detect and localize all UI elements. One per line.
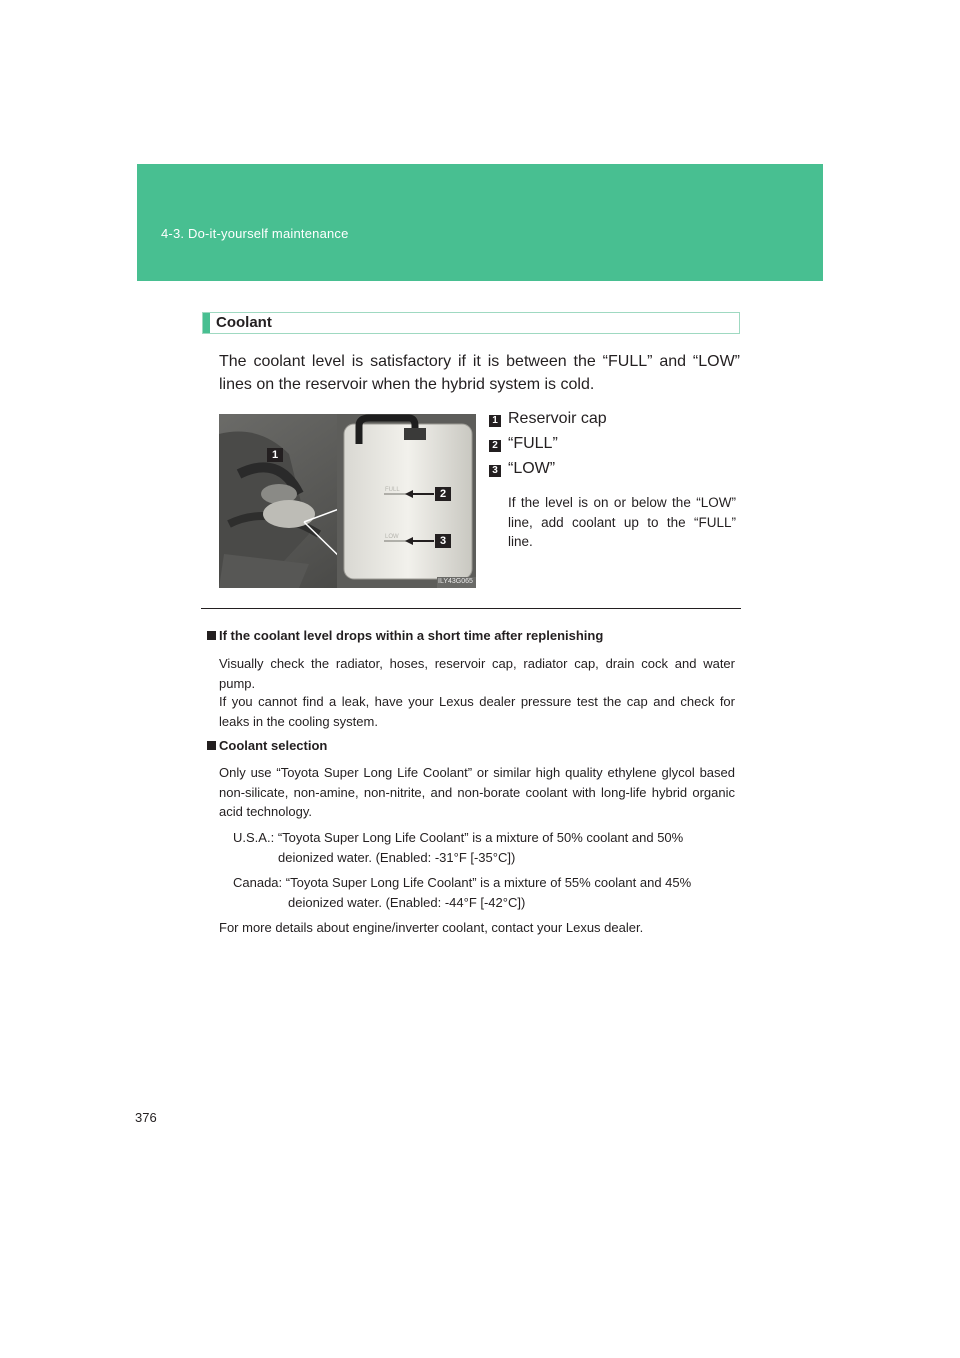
intro-paragraph: The coolant level is satisfactory if it is between the “FULL” and “LOW” lines on the reservoir when the hybrid system is cold. [219,353,740,393]
callout-number: 2 [489,440,501,452]
bullet-square-icon [207,741,216,750]
callout-note: If the level is on or below the “LOW” line, add coolant up to the “FULL” line. [508,495,736,549]
bullet-square-icon [207,631,216,640]
paragraph: If you cannot find a leak, have your Lexus dealer pressure test the cap and check for leaks in the cooling system. [219,694,735,729]
section-label: 4-3. Do-it-yourself maintenance [161,226,349,241]
paragraph: Visually check the radiator, hoses, reservoir cap, radiator cap, drain cock and water pump. [219,656,735,691]
section-heading [202,312,740,334]
subsection-title: Coolant selection [219,738,328,753]
region-text: “Toyota Super Long Life Coolant” is a mixture of 55% coolant and 45% [285,875,692,890]
callout-number: 1 [489,415,501,427]
region-text-continued: deionized water. (Enabled: -31°F [-35°C]) [278,849,516,865]
tank-mark-full: FULL [385,487,400,493]
region-note-usa [233,828,773,867]
callout-item [489,460,739,485]
callout-number: 3 [489,465,501,477]
callout-label: “LOW” [508,460,556,477]
region-text-continued: deionized water. (Enabled: -44°F [-42°C]) [288,894,526,910]
callout-label: “FULL” [508,435,558,452]
divider [201,608,741,609]
region-label: Canada: [233,875,283,890]
callout-item [489,435,739,460]
page-number: 376 [135,1110,157,1125]
subsection-heading [207,738,327,753]
callout-item [489,410,739,435]
subsection-title: If the coolant level drops within a short time after replenishing [219,628,604,643]
callout-list [489,410,739,485]
region-note-canada [233,873,773,912]
callout-label: Reservoir cap [508,410,607,427]
subsection-heading [207,628,603,643]
heading-title: Coolant [216,314,272,331]
coolant-reservoir-photo [219,414,476,588]
tank-mark-low: LOW [385,534,399,540]
figure-code: ILY43G065 [438,578,473,585]
figure-badge-2: 2 [439,488,447,500]
header-band [137,164,823,281]
paragraph: Only use “Toyota Super Long Life Coolant” or similar high quality ethylene glycol based non-silicate, non-amine, non-nitrite, and non-borate coolant with long-life hybrid organic acid technology. [219,765,735,819]
heading-accent [203,313,210,333]
figure-badge-1: 1 [271,449,279,461]
region-label: U.S.A.: [233,830,275,845]
paragraph: For more details about engine/inverter coolant, contact your Lexus dealer. [219,920,644,935]
figure-badge-3: 3 [439,535,447,547]
region-text: “Toyota Super Long Life Coolant” is a mixture of 50% coolant and 50% [277,830,684,845]
